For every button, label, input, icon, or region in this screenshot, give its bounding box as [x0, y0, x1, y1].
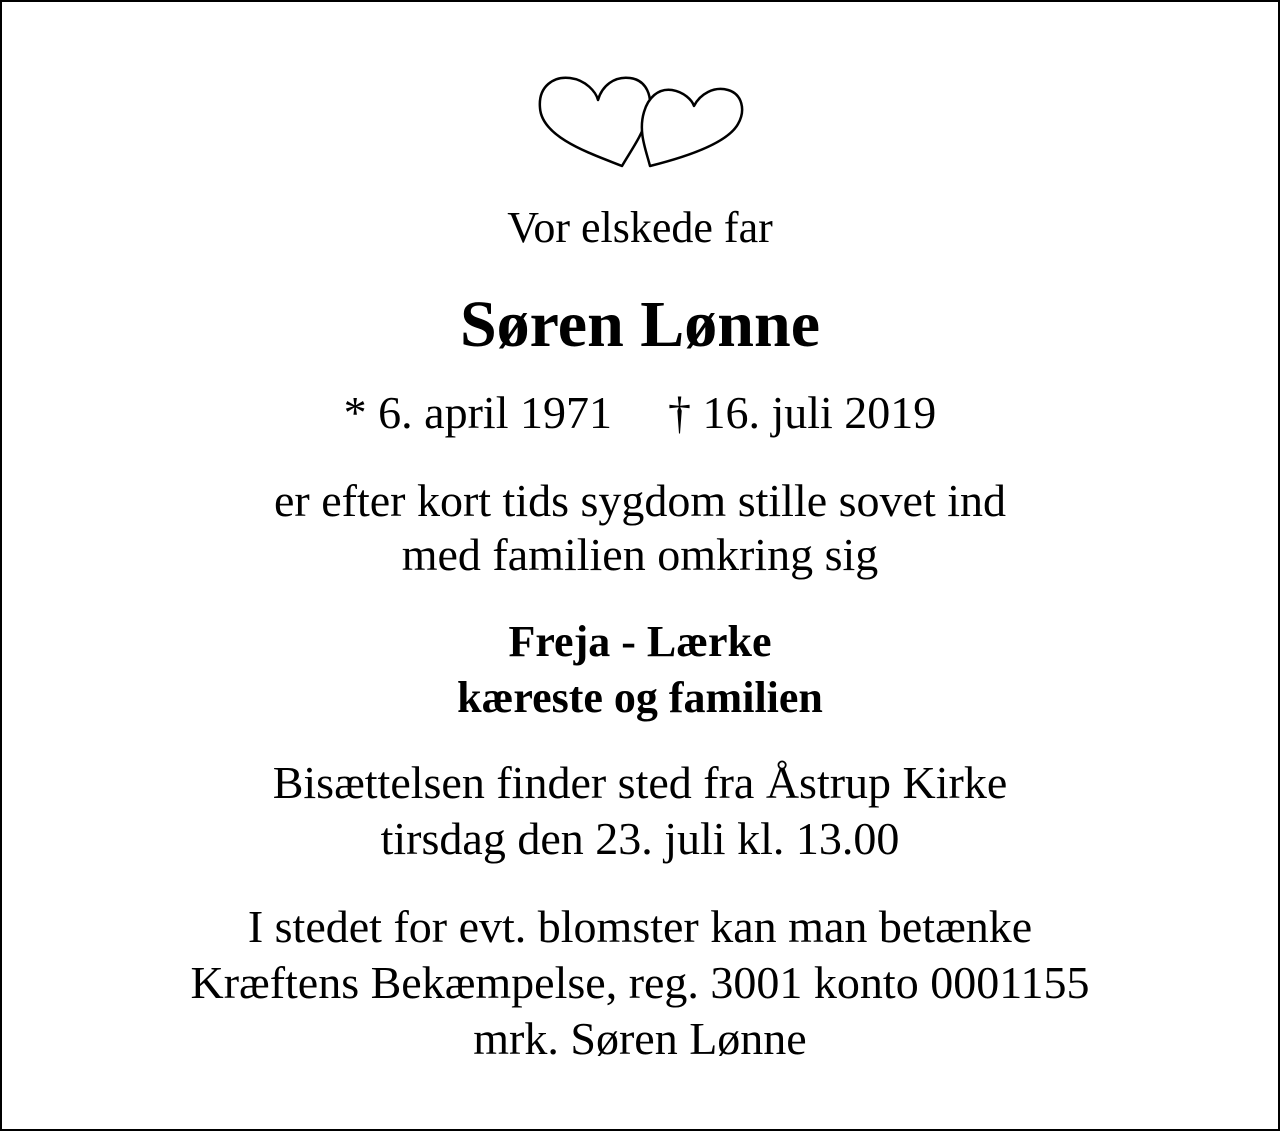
- intro-text: Vor elskede far: [507, 203, 773, 252]
- family-names: Freja - Lærke: [508, 617, 772, 666]
- birth-date: * 6. april 1971: [343, 387, 612, 438]
- deceased-name: Søren Lønne: [459, 288, 821, 361]
- life-dates: [0, 387, 1280, 438]
- funeral-time: tirsdag den 23. juli kl. 13.00: [380, 813, 900, 864]
- donation-line: I stedet for evt. blomster kan man betænke: [247, 901, 1033, 952]
- message-line: er efter kort tids sygdom stille sovet ind: [273, 475, 1007, 526]
- donation-account: Kræftens Bekæmpelse, reg. 3001 konto 0001155: [190, 957, 1090, 1008]
- message-line: med familien omkring sig: [401, 529, 879, 580]
- funeral-location: Bisættelsen finder sted fra Åstrup Kirke: [272, 757, 1008, 808]
- family-relations: kæreste og familien: [457, 673, 823, 722]
- donation-reference: mrk. Søren Lønne: [473, 1013, 807, 1064]
- two-hearts-icon: [530, 66, 750, 172]
- death-date: † 16. juli 2019: [667, 387, 937, 438]
